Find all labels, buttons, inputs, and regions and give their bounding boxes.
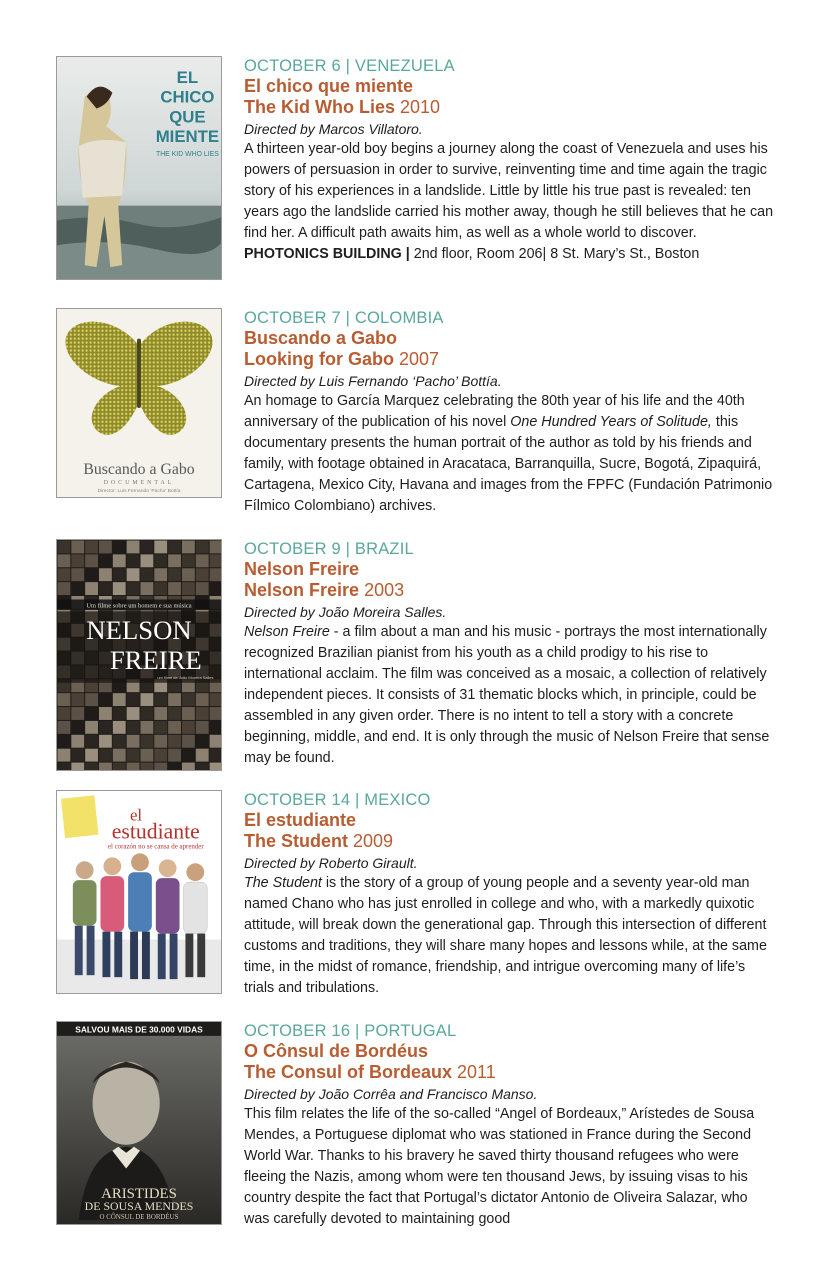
poster-mosaic-tile [99, 540, 112, 553]
film-title-english [244, 580, 774, 601]
poster-mosaic-tile [57, 540, 70, 553]
poster-mosaic-tile [85, 582, 98, 595]
poster-mosaic-tile [182, 568, 195, 581]
poster-mosaic-tile [182, 707, 195, 720]
poster-title-line: QUE [169, 107, 206, 127]
poster-mosaic-tile [210, 693, 221, 706]
film-title-original: El chico que miente [244, 76, 414, 96]
poster-mosaic-tile [127, 721, 140, 734]
poster-mosaic-tile [168, 721, 181, 734]
film-description: Nelson Freire - a film about a man and his music - portrays the most internationally recognized Brazilian pianist from his youth as a child prodigy to his rise to international acclaim. The film was conceived as a mosaic, a collection of relatively independent pieces. It consists of 31 thematic blocks which, in principle, could be assembled in any given order. There is no intent to tell a story with a concrete beginning, middle, and end. It is only through the music of Nelson Freire that sense may be found. [244, 624, 770, 766]
poster-mosaic-tile [127, 568, 140, 581]
film-title-english-text: Looking for Gabo [244, 349, 394, 369]
film-poster-buscando-a-gabo [56, 308, 222, 498]
poster-title-line: ARISTIDES [101, 1186, 177, 1203]
poster-title-line: NELSON [86, 615, 192, 646]
poster-title-line: CHICO [160, 87, 215, 107]
poster-mosaic-tile [210, 749, 221, 762]
film-poster-el-chico-que-miente [56, 56, 222, 280]
poster-mosaic-tile [140, 554, 153, 567]
poster-mosaic-tile [57, 749, 70, 762]
poster-mosaic-tile [113, 693, 126, 706]
poster-mosaic-tile [85, 749, 98, 762]
poster-mosaic-tile [127, 707, 140, 720]
poster-tagline: Um filme sobre um homem e sua música [86, 602, 192, 610]
poster-mosaic-tile [57, 554, 70, 567]
film-description: A thirteen year-old boy begins a journey along the coast of Venezuela and uses his powers of persuasion in order to survive, reinventing time and time again the tragic story of his experiences in a landslide. Little by little his true past is revealed: ten years ago the landslide carried his mother away, though he still believes that he can find her. A difficult path awaits him, as well as a whole world to discover. [244, 141, 774, 241]
poster-mosaic-tile [140, 763, 153, 770]
poster-title-line: MIENTE [155, 127, 220, 147]
poster-mosaic-tile [127, 749, 140, 762]
poster-mosaic-tile [57, 582, 70, 595]
film-description: An homage to García Marquez celebrating the 80th year of his life and the 40th anniversary of the publication of his novel One Hundred Years of Solitude, this documentary presents the human portrait of the author as told by his friends and family, with footage obtained in Aracataca, Barranquilla, Sucre, Bogotá, Zipaquirá, Cartagena, Mexico City, Havana and images from the FPFC (Fundación Patrimonio Fílmico Colombiano) archives. [244, 393, 773, 514]
film-details [244, 790, 774, 999]
film-director: Directed by Luis Fernando ‘Pacho’ Bottía. [244, 373, 502, 389]
screening-dateline: OCTOBER 7 | COLOMBIA [244, 309, 444, 327]
poster-mosaic-tile [182, 554, 195, 567]
poster-title: Buscando a Gabo [83, 461, 195, 479]
poster-mosaic-tile [140, 735, 153, 748]
poster-mosaic-tile [196, 540, 209, 553]
poster-mosaic-tile [99, 763, 112, 770]
poster-title-line: el [129, 805, 143, 825]
poster-mosaic-tile [154, 735, 167, 748]
poster-mosaic-tile [140, 568, 153, 581]
film-director: Directed by Roberto Girault. [244, 855, 418, 871]
poster-mosaic-tile [127, 693, 140, 706]
poster-mosaic-tile [85, 763, 98, 770]
poster-mosaic-tile [210, 554, 221, 567]
poster-mosaic-tile [127, 582, 140, 595]
poster-mosaic-tile [168, 693, 181, 706]
poster-mosaic-tile [196, 749, 209, 762]
poster-subtitle: O CÔNSUL DE BORDÉUS [99, 1214, 179, 1222]
poster-title-line: estudiante [111, 819, 200, 844]
poster-mosaic-tile [85, 721, 98, 734]
poster-mosaic-tile [196, 707, 209, 720]
film-title-english-text: Nelson Freire [244, 580, 360, 600]
poster-mosaic-tile [168, 554, 181, 567]
poster-mosaic-tile [196, 554, 209, 567]
poster-mosaic-tile [113, 763, 126, 770]
film-director: Directed by Marcos Villatoro. [244, 121, 423, 137]
film-description: This film relates the life of the so-called “Angel of Bordeaux,” Arístedes de Sousa Mendes, a Portuguese diplomat who was stationed in France during the Second World War. Thanks to his bravery he saved thirty thousand refugees who were fleeing the Nazis, among whom were ten thousand Jews, by issuing visas to his country despite the fact that Portugal’s dictator Antonio de Oliveira Salazar, who was carefully devoted to maintaining good [244, 1106, 755, 1227]
film-title-english [244, 349, 774, 370]
poster-mosaic-tile [182, 763, 195, 770]
poster-mosaic-tile [196, 763, 209, 770]
poster-mosaic-tile [168, 749, 181, 762]
poster-mosaic-tile [99, 554, 112, 567]
poster-mosaic-tile [113, 707, 126, 720]
poster-mosaic-tile [182, 721, 195, 734]
poster-mosaic-tile [113, 568, 126, 581]
poster-credit: um filme de João Moreira Salles [157, 674, 214, 680]
film-year: 2009 [353, 831, 394, 851]
film-details [244, 1021, 774, 1230]
poster-mosaic-tile [71, 582, 84, 595]
screening-dateline: OCTOBER 16 | PORTUGAL [244, 1022, 457, 1040]
film-poster-nelson-freire [56, 539, 222, 771]
poster-mosaic-tile [210, 568, 221, 581]
poster-mosaic-tile [168, 582, 181, 595]
poster-mosaic-tile [71, 735, 84, 748]
venue-line [244, 244, 774, 265]
poster-mosaic-tile [99, 735, 112, 748]
poster-mosaic-tile [154, 582, 167, 595]
poster-mosaic-tile [57, 693, 70, 706]
poster-mosaic-tile [71, 568, 84, 581]
poster-mosaic-tile [99, 568, 112, 581]
film-details [244, 56, 774, 265]
poster-mosaic-tile [140, 749, 153, 762]
poster-title-line: FREIRE [109, 644, 202, 675]
film-description: The Student is the story of a group of young people and a seventy year-old man named Chano who has just enrolled in college and who, with a markedly quixotic attitude, will break down the generational gap. Through this intersection of different customs and traditions, they will share many hopes and lessons while, at the same time, in the midst of romance, friendship, and intrigue overcoming many of life’s trials and tribulations. [244, 875, 767, 996]
screening-dateline: OCTOBER 14 | MEXICO [244, 791, 431, 809]
film-director: Directed by João Moreira Salles. [244, 604, 447, 620]
film-title-english-text: The Consul of Bordeaux [244, 1062, 453, 1082]
poster-mosaic-tile [168, 763, 181, 770]
film-poster-el-estudiante [56, 790, 222, 994]
film-year: 2003 [364, 580, 405, 600]
poster-mosaic-tile [127, 735, 140, 748]
poster-mosaic-tile [210, 540, 221, 553]
poster-credit: Director: Luis Fernando 'Pacho' Bottía [97, 489, 181, 495]
film-details [244, 539, 774, 769]
poster-title-line: DE SOUSA MENDES [84, 1199, 194, 1214]
poster-mosaic-tile [140, 540, 153, 553]
poster-title-line: EL [176, 67, 199, 87]
poster-mosaic-tile [182, 582, 195, 595]
poster-mosaic-tile [154, 693, 167, 706]
poster-mosaic-tile [113, 721, 126, 734]
poster-mosaic-tile [140, 721, 153, 734]
poster-mosaic-tile [210, 582, 221, 595]
film-poster-o-consul-de-bordeus [56, 1021, 222, 1225]
film-year: 2007 [399, 349, 440, 369]
poster-mosaic-tile [99, 582, 112, 595]
film-title-english-text: The Kid Who Lies [244, 97, 395, 117]
poster-mosaic-tile [99, 707, 112, 720]
film-title-original: O Cônsul de Bordéus [244, 1041, 429, 1061]
poster-mosaic-tile [210, 735, 221, 748]
poster-mosaic-tile [57, 721, 70, 734]
screening-dateline: OCTOBER 6 | VENEZUELA [244, 57, 455, 75]
poster-mosaic-tile [196, 693, 209, 706]
poster-mosaic-tile [196, 721, 209, 734]
poster-mosaic-tile [113, 582, 126, 595]
poster-mosaic-tile [196, 582, 209, 595]
poster-mosaic-tile [140, 693, 153, 706]
poster-mosaic-tile [113, 749, 126, 762]
poster-mosaic-tile [168, 568, 181, 581]
poster-mosaic-tile [85, 693, 98, 706]
poster-mosaic-tile [99, 721, 112, 734]
poster-mosaic-tile [85, 540, 98, 553]
poster-mosaic-tile [168, 735, 181, 748]
screening-dateline: OCTOBER 9 | BRAZIL [244, 540, 414, 558]
venue-label: PHOTONICS BUILDING | [244, 246, 410, 262]
poster-banner: SALVOU MAIS DE 30.000 VIDAS [75, 1024, 203, 1035]
film-title-english [244, 831, 774, 852]
poster-mosaic-tile [71, 763, 84, 770]
poster-mosaic-tile [182, 735, 195, 748]
poster-mosaic-tile [154, 763, 167, 770]
poster-mosaic-tile [210, 721, 221, 734]
poster-mosaic-tile [154, 721, 167, 734]
poster-mosaic-tile [182, 749, 195, 762]
poster-mosaic-tile [57, 735, 70, 748]
poster-mosaic-tile [85, 735, 98, 748]
poster-mosaic-tile [85, 707, 98, 720]
poster-mosaic-tile [168, 707, 181, 720]
film-year: 2011 [457, 1062, 496, 1082]
film-title-english-text: The Student [244, 831, 348, 851]
poster-mosaic-tile [127, 554, 140, 567]
poster-mosaic-tile [99, 693, 112, 706]
poster-mosaic-tile [140, 707, 153, 720]
film-year: 2010 [400, 97, 441, 117]
poster-mosaic-tile [57, 568, 70, 581]
film-title-original: El estudiante [244, 810, 357, 830]
poster-mosaic-tile [210, 763, 221, 770]
poster-mosaic-tile [71, 749, 84, 762]
poster-mosaic-tile [127, 763, 140, 770]
poster-mosaic-tile [71, 554, 84, 567]
poster-mosaic-tile [57, 707, 70, 720]
film-title-english [244, 1062, 774, 1083]
poster-mosaic-tile [71, 540, 84, 553]
poster-mosaic-tile [85, 568, 98, 581]
poster-mosaic-tile [182, 540, 195, 553]
film-director: Directed by João Corrêa and Francisco Manso. [244, 1086, 538, 1102]
poster-mosaic-tile [85, 554, 98, 567]
poster-mosaic-tile [154, 540, 167, 553]
poster-mosaic-tile [168, 540, 181, 553]
film-title-original: Buscando a Gabo [244, 328, 398, 348]
poster-mosaic-tile [154, 707, 167, 720]
poster-mosaic-tile [196, 568, 209, 581]
venue-detail: 2nd floor, Room 206| 8 St. Mary’s St., Boston [409, 246, 700, 262]
poster-mosaic-tile [182, 693, 195, 706]
poster-mosaic-tile [71, 707, 84, 720]
film-details [244, 308, 774, 517]
poster-subtitle: THE KID WHO LIES [155, 151, 219, 159]
poster-mosaic-tile [99, 749, 112, 762]
poster-mosaic-tile [57, 763, 70, 770]
poster-mosaic-tile [154, 749, 167, 762]
poster-mosaic-tile [113, 540, 126, 553]
poster-mosaic-tile [127, 540, 140, 553]
poster-mosaic-tile [196, 735, 209, 748]
poster-mosaic-tile [71, 693, 84, 706]
poster-subtitle: DOCUMENTAL [103, 480, 175, 487]
poster-mosaic-tile [210, 707, 221, 720]
poster-mosaic-tile [154, 568, 167, 581]
poster-mosaic-tile [140, 582, 153, 595]
film-title-english [244, 97, 774, 118]
poster-mosaic-tile [154, 554, 167, 567]
poster-mosaic-tile [113, 735, 126, 748]
poster-mosaic-tile [71, 721, 84, 734]
poster-tagline: el corazón no se cansa de aprender [107, 843, 204, 851]
film-title-original: Nelson Freire [244, 559, 360, 579]
poster-mosaic-tile [113, 554, 126, 567]
